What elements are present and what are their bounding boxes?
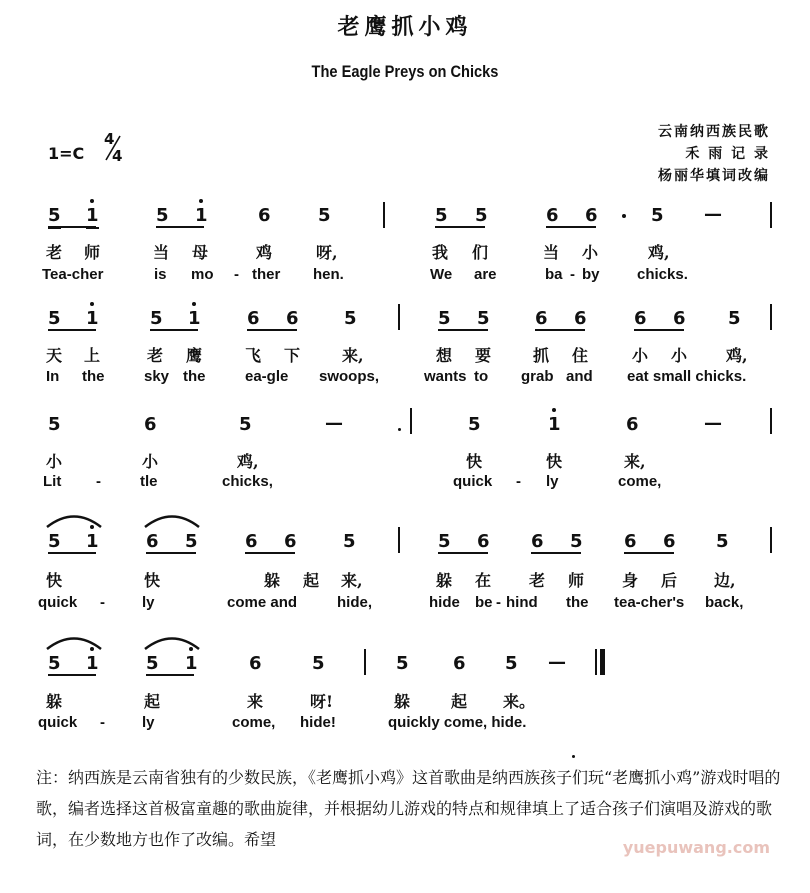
lyric-en: quick [38,594,78,611]
lyric-en: - [234,266,239,283]
lyric-cn: 起 [144,692,161,711]
lyric-en: In [46,368,60,385]
note-6: 6 [585,205,598,226]
note-6: 6 [663,531,676,552]
lyric-en: Tea-cher [42,266,104,283]
lyric-en: are [474,266,497,283]
note-6: 6 [477,531,490,552]
lyric-en: hide! [300,714,336,731]
note-5: 5 [48,414,61,435]
song-title-chinese: 老鹰抓小鸡 [337,14,473,40]
lyric-cn: 老 [46,243,63,262]
beam [146,552,196,554]
note-5: 5 [343,531,356,552]
lyric-en: ba [545,266,563,283]
note-5: 5 [156,205,169,226]
beam [634,329,684,331]
time-signature-slash [100,132,124,165]
song-title-english: The Eagle Preys on Chicks [311,62,499,81]
slur [44,632,104,652]
time-signature-bottom: 4 [112,147,123,165]
note-6: 6 [626,414,639,435]
beam [245,552,295,554]
beam [435,226,485,228]
footnote: 注：纳西族是云南省独有的少数民族，《老鹰抓小鸡》这首歌曲是纳西族孩子们玩“老鹰抓小鸡”游戏时唱的歌，编者选择这首极富童趣的歌曲旋律，并根据幼儿游戏的特点和规律填上了适合孩子们演唱及游戏的歌词，在少数地方也作了改编。希望 [36,768,781,849]
bar-line [383,202,385,228]
lyric-en: quick [453,473,493,490]
note-1-high: 1 [86,308,99,329]
beam [48,552,96,554]
note-5: 5 [396,653,409,674]
beam [247,329,297,331]
beam [48,674,96,676]
beam [438,552,488,554]
lyric-cn: 躲 [394,692,411,711]
lyric-en: - [100,714,105,731]
lyric-en: chicks, [222,473,273,490]
note-6: 6 [673,308,686,329]
dash: — [704,204,722,225]
beam [546,226,596,228]
bar-line [770,202,772,228]
lyric-en: - [96,473,101,490]
note-5: 5 [468,414,481,435]
lyric-cn: 要 [475,346,492,365]
lyric-en: tle [140,473,158,490]
note-1-high: 1 [185,653,198,674]
beam [48,329,96,331]
lyric-cn: 后 [661,571,678,590]
dash: — [325,413,343,434]
bar-line [398,304,400,330]
lyric-cn: 小 [582,243,599,262]
note-6: 6 [546,205,559,226]
note-5: 5 [728,308,741,329]
lyric-cn: 当 [543,243,560,262]
note-5: 5 [312,653,325,674]
lyric-en: the [183,368,206,385]
lyric-en: by [582,266,600,283]
lyric-en: grab [521,368,554,385]
lyric-en: - [100,594,105,611]
lyric-en: quick [38,714,78,731]
credit-lyricist: 杨丽华填词改编 [658,168,770,184]
lyric-en: We [430,266,453,283]
lyric-cn: 鸡, [648,243,670,262]
lyric-en: sky [144,368,170,385]
note-6: 6 [634,308,647,329]
lyric-cn: 师 [568,571,585,590]
note-5: 5 [48,308,61,329]
lyric-cn: 快 [46,571,63,590]
note-6: 6 [144,414,157,435]
note-6: 6 [284,531,297,552]
bar-line [770,527,772,553]
lyric-cn: 住 [572,346,589,365]
note-6: 6 [146,531,159,552]
lyric-cn: 鸡 [256,243,273,262]
lyric-en: to [474,368,489,385]
lyric-cn: 母 [192,243,209,262]
lyric-en: is [154,266,167,283]
note-5: 5 [438,308,451,329]
note-1-high: 1 [188,308,201,329]
note-5: 5 [570,531,583,552]
beam [150,329,198,331]
note-5: 5 [146,653,159,674]
lyric-cn: 起 [451,692,468,711]
lyric-cn: 起 [303,571,320,590]
lyric-cn: 飞 [245,346,262,365]
note-6: 6 [624,531,637,552]
lyric-cn: 们 [472,243,489,262]
lyric-cn: 师 [84,243,101,262]
note-6: 6 [245,531,258,552]
bar-line [410,408,412,434]
lyric-en: swoops, [319,368,380,385]
lyric-cn: 来 [247,692,264,711]
note-5: 5 [475,205,488,226]
lyric-cn: 来。 [503,692,536,711]
lyric-en: the [82,368,105,385]
lyric-en: be [475,594,493,611]
bar-line [770,408,772,434]
note-5: 5 [48,205,61,226]
note-5: 5 [716,531,729,552]
beam [531,552,581,554]
lyric-cn: 小 [142,452,159,471]
lyric-en: chicks. [637,266,688,283]
bar-line [770,304,772,330]
lyric-cn: 身 [622,571,639,590]
credit-recorder: 禾 雨 记 录 [685,146,770,162]
note-6: 6 [574,308,587,329]
note-5: 5 [150,308,163,329]
lyric-en: ly [142,714,155,731]
beam [624,552,674,554]
lyric-cn: 躲 [264,571,281,590]
note-5: 5 [505,653,518,674]
mark [572,755,575,758]
dash: — [548,652,566,673]
lyric-en: hind [506,594,538,611]
lyric-en: - [496,594,501,611]
note-6: 6 [286,308,299,329]
final-bar-thick [600,649,605,675]
lyric-cn: 小 [671,346,688,365]
note-5: 5 [318,205,331,226]
lyric-cn: 鹰 [186,346,203,365]
bar-line [398,527,400,553]
slur [142,510,202,530]
lyric-en: the [566,594,589,611]
note-5: 5 [477,308,490,329]
note-5: 5 [344,308,357,329]
lyric-cn: 在 [475,571,492,590]
slur [44,510,104,530]
lyric-cn: 小 [46,452,63,471]
note-6: 6 [453,653,466,674]
note-6: 6 [258,205,271,226]
lyric-en: eat small chicks. [627,368,747,385]
mark [398,428,401,431]
beam [438,329,488,331]
note-6: 6 [531,531,544,552]
lyric-cn: 来, [624,452,646,471]
lyric-en: come and [227,594,298,611]
note-1-high: 1 [548,414,561,435]
note-5: 5 [48,653,61,674]
lyric-cn: 上 [84,346,101,365]
lyric-cn: 老 [529,571,546,590]
lyric-en: back, [705,594,744,611]
lyric-en: ther [252,266,281,283]
augmentation-dot [622,214,626,218]
lyric-cn: 抓 [533,346,550,365]
lyric-en: ea-gle [245,368,289,385]
final-bar-thin [595,649,597,675]
dash: — [704,413,722,434]
lyric-cn: 来, [342,346,364,365]
lyric-en: come, [232,714,276,731]
lyric-cn: 快 [466,452,483,471]
lyric-en: ly [546,473,559,490]
lyric-en: hen. [313,266,344,283]
lyric-en: and [566,368,593,385]
lyric-cn: 下 [284,346,301,365]
bar-line [364,649,366,675]
lyric-cn: 躲 [436,571,453,590]
note-5: 5 [185,531,198,552]
lyric-en: mo [191,266,214,283]
lyric-cn: 老 [147,346,164,365]
lyric-en: hide [429,594,460,611]
note-5: 5 [438,531,451,552]
time-signature [100,132,122,164]
beam [48,226,96,228]
beam [156,226,204,228]
lyric-en: hide, [337,594,373,611]
lyric-cn: 快 [144,571,161,590]
lyric-cn: 呀! [310,692,334,711]
lyric-en: - [516,473,521,490]
time-signature-top: 4 [104,130,115,148]
key-signature: 1=C [48,144,85,163]
lyric-cn: 来, [341,571,363,590]
credit-origin: 云南纳西族民歌 [658,124,770,140]
lyric-cn: 呀, [316,243,338,262]
lyric-cn: 快 [546,452,563,471]
note-6: 6 [249,653,262,674]
note-5: 5 [239,414,252,435]
lyric-cn: 天 [46,346,63,365]
lyric-cn: 边, [714,571,736,590]
lyric-cn: 我 [432,243,449,262]
note-1-high: 1 [86,531,99,552]
note-5: 5 [48,531,61,552]
lyric-en: tea-cher's [614,594,685,611]
note-6: 6 [247,308,260,329]
lyric-en: wants [424,368,467,385]
lyric-en: quickly come, hide. [388,714,527,731]
lyric-en: come, [618,473,662,490]
lyric-cn: 想 [436,346,453,365]
note-1-high: 1 [86,205,99,226]
note-5: 5 [651,205,664,226]
lyric-en: - [570,266,575,283]
lyric-cn: 当 [153,243,170,262]
note-6: 6 [535,308,548,329]
beam [146,674,194,676]
watermark: yuepuwang.com [622,838,770,857]
lyric-cn: 鸡, [726,346,748,365]
note-5: 5 [435,205,448,226]
lyric-cn: 躲 [46,692,63,711]
lyric-en: Lit [43,473,62,490]
note-1-high: 1 [195,205,208,226]
lyric-cn: 小 [632,346,649,365]
lyric-en: ly [142,594,155,611]
note-1-high: 1 [86,653,99,674]
lyric-cn: 鸡, [237,452,259,471]
beam [535,329,585,331]
